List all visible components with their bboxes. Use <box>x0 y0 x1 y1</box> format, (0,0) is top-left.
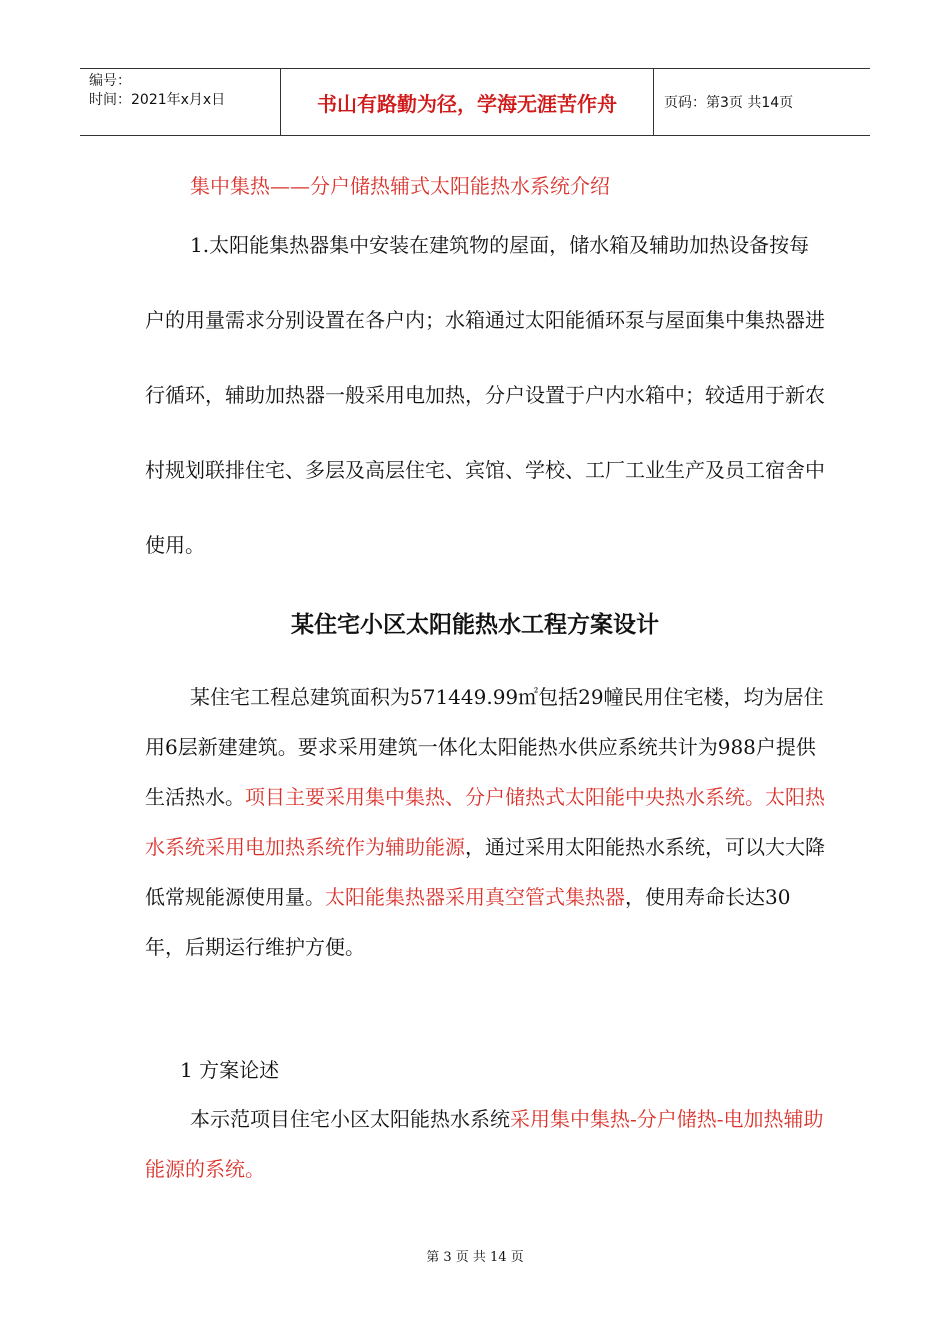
section2-p3: ，通过采用太阳能热水系统，可以大大降低常规能源使用量。 <box>145 835 825 909</box>
section3-p1-highlight: 采用集中集热-分户储热-电加热辅助能源的系统。 <box>145 1107 824 1181</box>
header-meta <box>80 69 281 135</box>
section2-p5: ，使用寿命长达30年，后期运行维护方便。 <box>145 885 791 959</box>
section1-body: 1.太阳能集热器集中安装在建筑物的屋面，储水箱及辅助加热设备按每户的用量需求分别设置在各户内；水箱通过太阳能循环泵与屋面集中集热器进行循环，辅助加热器一般采用电加热，分户设置于户内水箱中；较适用于新农村规划联排住宅、多层及高层住宅、宾馆、学校、工厂工业生产及员工宿舍中使用。 <box>145 233 825 557</box>
header-page-label: 页码：第3页 共14页 <box>664 95 794 111</box>
page-heading: 某住宅小区太阳能热水工程方案设计 <box>291 612 659 638</box>
page-footer: 第 3 页 共 14 页 <box>426 1250 524 1265</box>
section2-p1: 某住宅工程总建筑面积为571449.99㎡包括29幢民用住宅楼，均为居住用6层新建建筑。要求采用建筑一体化太阳能热水供应系统共计为988户提供生活热水。 <box>145 685 824 809</box>
section2-body <box>145 672 825 972</box>
section3-p1: 本示范项目住宅小区太阳能热水系统 <box>190 1107 510 1131</box>
subsection-title: 1 方案论述 <box>180 1058 280 1082</box>
section2-p4-highlight: 太阳能集热器采用真空管式集热器 <box>325 885 625 909</box>
number-label: 编号： <box>89 73 131 89</box>
section3-body <box>145 1094 825 1194</box>
section2-p2-highlight: 项目主要采用集中集热、分户储热式太阳能中央热水系统。太阳热水系统采用电加热系统作为辅助能源 <box>145 785 825 859</box>
section-title: 集中集热——分户储热辅式太阳能热水系统介绍 <box>190 174 610 198</box>
header-motto: 书山有路勤为径，学海无涯苦作舟 <box>281 69 654 135</box>
date-label: 时间：2021年x月x日 <box>89 92 226 108</box>
page-header <box>80 68 870 136</box>
